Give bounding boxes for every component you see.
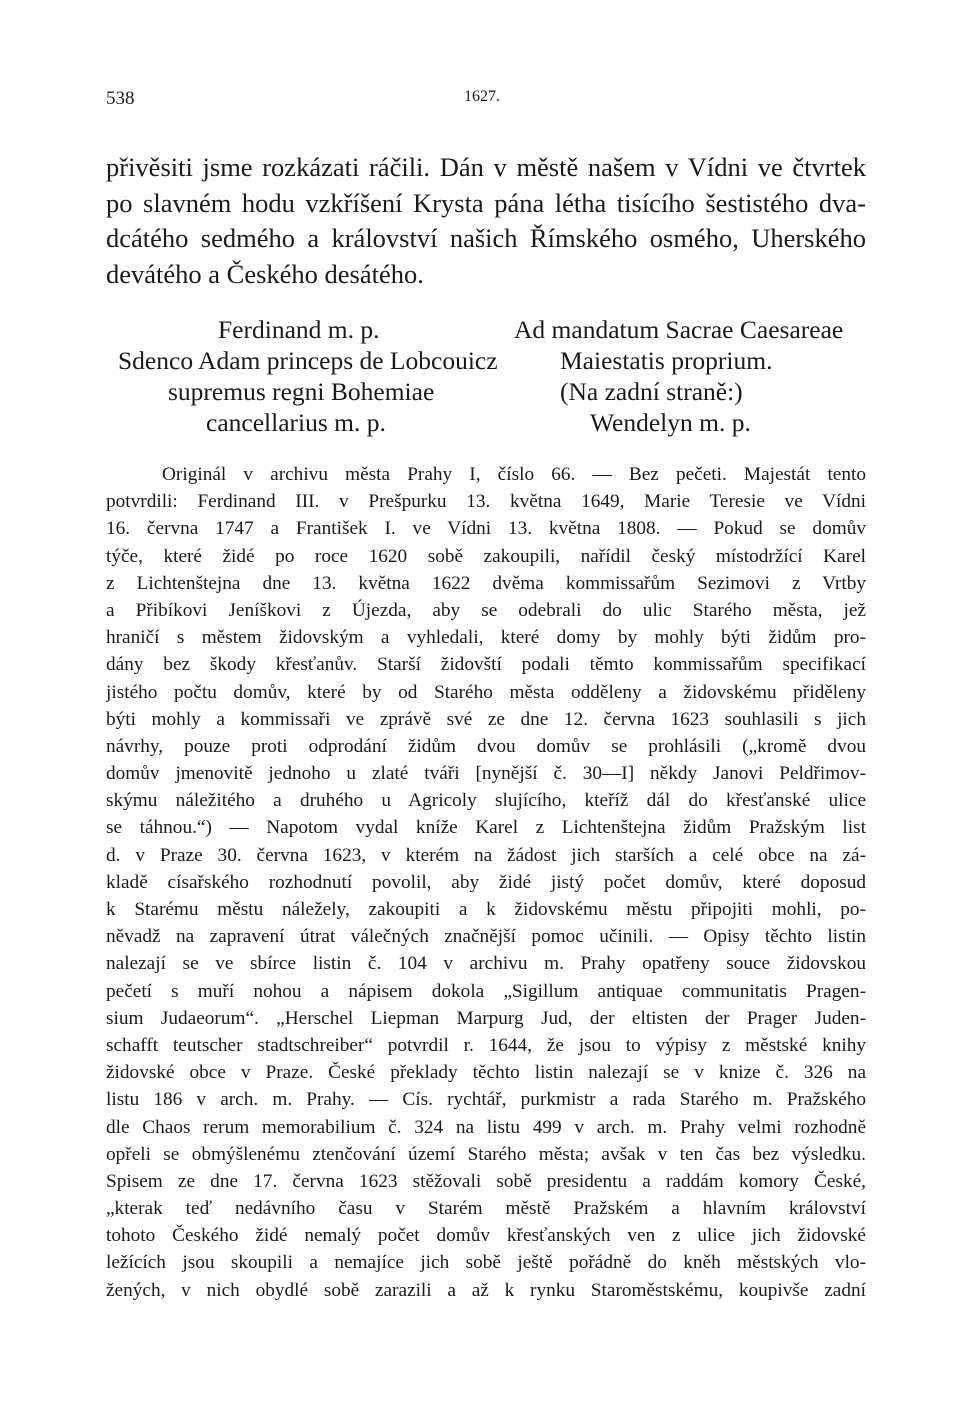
note-line: Originál v archivu města Prahy I, číslo 66. — Bez pečeti. Majestát tento: [162, 464, 866, 485]
note-line: schafft teutscher stadtschreiber“ potvrdil r. 1644, že jsou to výpisy z městské knihy: [106, 1034, 866, 1056]
note-line: týče, které židé po roce 1620 sobě zakoupili, nařídil český místodržící Karel: [106, 545, 866, 567]
page-number: 538: [106, 88, 135, 109]
signature-line: Maiestatis proprium.: [560, 346, 773, 375]
note-line: dle Chaos rerum memorabilium č. 324 na listu 499 v arch. m. Prahy velmi rozhodně: [106, 1116, 866, 1138]
signature-line: Sdenco Adam princeps de Lobcouicz: [118, 346, 498, 375]
page-header: [106, 88, 866, 118]
note-line: domův jmenovitě jednoho u zlaté tváři [nynější č. 30—I] někdy Janovi Peldřimov-: [106, 763, 866, 785]
note-line: pečetí s muří nohou a nápisem dokola „Sigillum antiquae communitatis Pragen-: [106, 980, 866, 1002]
note-line: opřeli se obmýšlenému ztenčování území Starého města; avšak v ten čas bez výsledku.: [106, 1143, 866, 1165]
note-line: se táhnou.“) — Napotom vydal kníže Karel z Lichtenštejna židům Pražským list: [106, 817, 866, 839]
signature-left: [106, 314, 526, 438]
main-text: [106, 150, 866, 292]
text-line: devátého a Českého desátého.: [106, 258, 424, 289]
note-line: potvrdili: Ferdinand III. v Prešpurku 13. května 1649, Marie Teresie ve Vídni: [106, 491, 866, 513]
note-line: d. v Praze 30. června 1623, v kterém na žádost jich starších a celé obce na zá-: [106, 844, 866, 866]
signature-line: (Na zadní straně:): [560, 377, 743, 406]
note-line: skýmu náležitého a druhého u Agricoly slujícího, kteříž dál do křesťanské ulice: [106, 790, 866, 812]
note-line: dány bez škody křesťanův. Starší židovští podali těmto kommissařům specifikací: [106, 654, 866, 676]
note-line: býti mohly a kommissaři ve zprávě své ze dne 12. června 1623 souhlasili s jich: [106, 708, 866, 730]
note-line: nalezají se ve sbírce listin č. 104 v archivu m. Prahy opatřeny souce židovskou: [106, 953, 866, 975]
note-line: k Starému městu náležely, zakoupiti a k židovskému městu připojiti mohli, po-: [106, 899, 866, 920]
note-line: listu 186 v arch. m. Prahy. — Cís. rychtář, purkmistr a rada Starého m. Pražského: [106, 1089, 866, 1111]
signature-line: cancellarius m. p.: [206, 408, 386, 437]
editorial-note: [106, 461, 866, 1304]
note-line: jistého počtu domův, které by od Starého města odděleny a židovskému přiděleny: [106, 681, 866, 703]
note-line: návrhy, pouze proti odprodání židům dvou domův se prohlásili („kromě dvou: [106, 735, 866, 757]
note-line: sium Judaeorum“. „Herschel Liepman Marpurg Jud, der eltisten der Prager Juden-: [106, 1007, 866, 1029]
signature-right: [514, 314, 874, 438]
note-line: a Přibíkovi Jeníškovi z Újezda, aby se odebrali do ulic Starého města, jež: [106, 599, 866, 621]
note-line: hraničí s městem židovským a vyhledali, které domy by mohly býti židům pro-: [106, 627, 866, 649]
signature-line: Wendelyn m. p.: [590, 408, 751, 437]
signature-line: Ferdinand m. p.: [218, 315, 380, 344]
signature-block: [106, 314, 866, 444]
note-line: kladě císařského rozhodnutí povolil, aby židé jistý počet domův, které doposud: [106, 871, 866, 893]
signature-line: supremus regni Bohemiae: [168, 377, 435, 406]
signature-line: Ad mandatum Sacrae Caesareae: [514, 315, 844, 344]
text-line: dcátého sedmého a království našich Římského osmého, Uherského: [106, 223, 866, 253]
note-line: žených, v nich obydlé sobě zarazili a až k rynku Staroměstskému, koupivše zadní: [106, 1279, 866, 1301]
note-line: z Lichtenštejna dne 13. května 1622 dvěma kommissařům Sezimovi z Vrtby: [106, 572, 866, 594]
note-line: ležících jsou skoupili a nemajíce jich sobě ještě pořádně do kněh městských vlo-: [106, 1252, 866, 1274]
running-header-year: 1627.: [464, 88, 500, 105]
note-line: Spisem ze dne 17. června 1623 stěžovali sobě presidentu a raddám komory České,: [106, 1170, 866, 1192]
note-line: 16. června 1747 a František I. ve Vídni 13. května 1808. — Pokud se domův: [106, 518, 866, 540]
text-line: přivěsiti jsme rozkázati ráčili. Dán v městě našem v Vídni ve čtvrtek: [106, 152, 866, 182]
text-line: po slavném hodu vzkříšení Krysta pána létha tisícího šestistého dva-: [106, 187, 866, 218]
note-line: židovské obce v Praze. České překlady těchto listin nalezají se v knize č. 326 na: [106, 1062, 866, 1084]
note-line: něvadž na zapravení útrat válečných značnější pomoc učinili. — Opisy těchto listin: [106, 926, 866, 948]
note-line: tohoto Českého židé nemalý počet domův křesťanských ven z ulice jich židovské: [106, 1225, 866, 1247]
note-line: „kterak teď nedávního času v Starém městě Pražském a hlavním království: [106, 1198, 866, 1220]
